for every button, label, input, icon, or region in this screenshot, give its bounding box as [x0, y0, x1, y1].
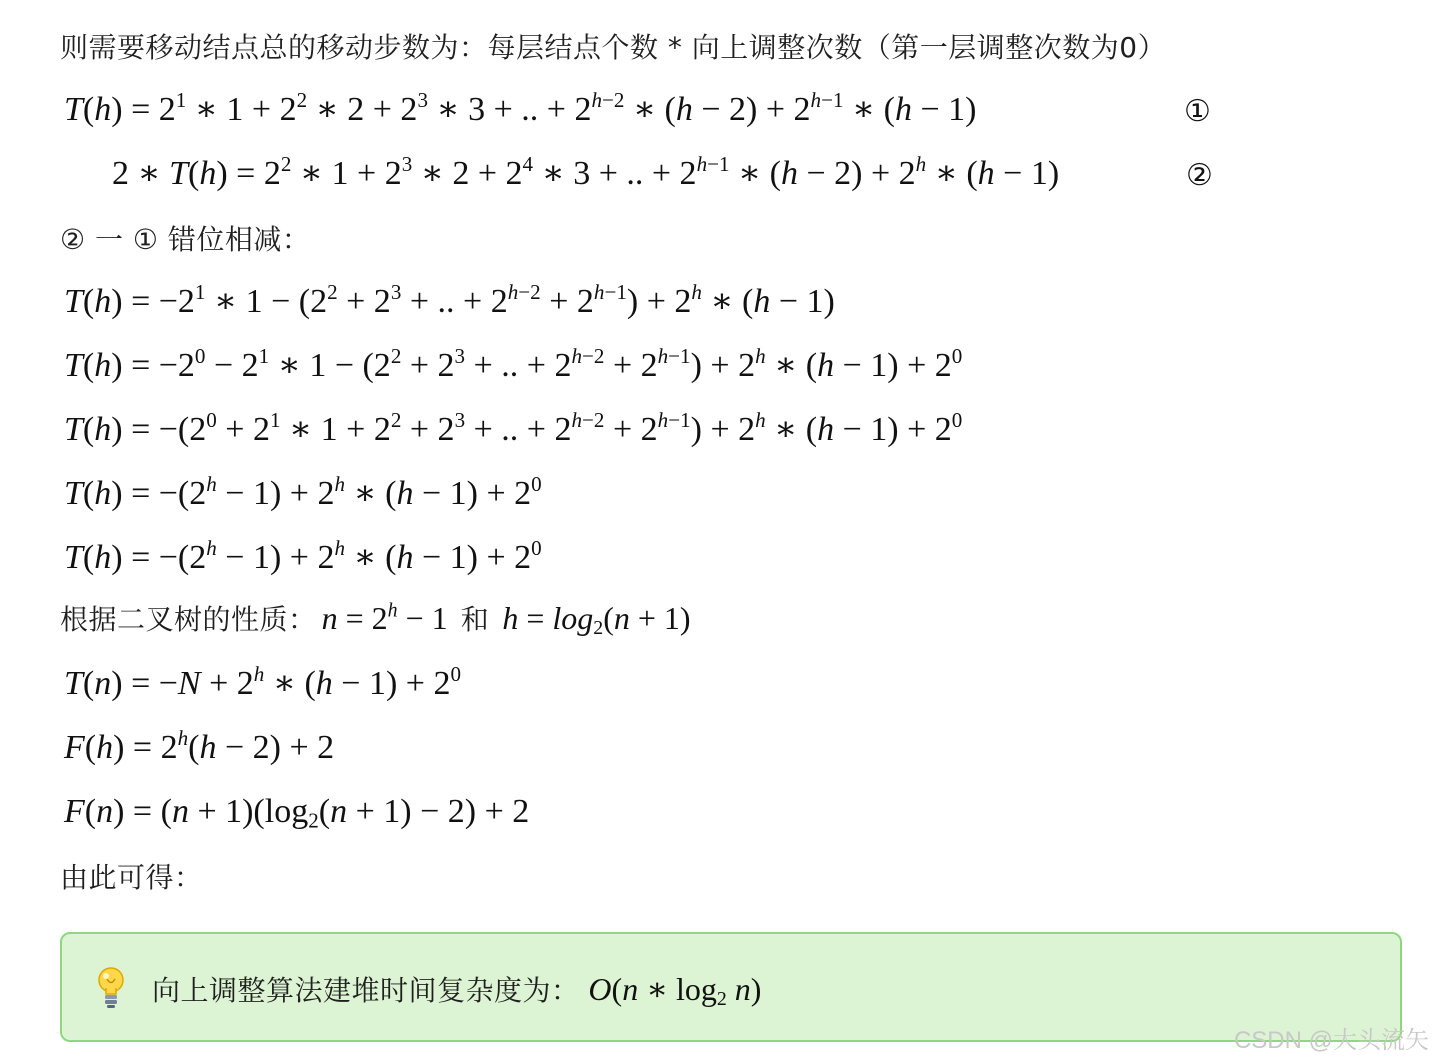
intro-text: 则需要移动结点总的移动步数为：每层结点个数 * 向上调整次数（第一层调整次数为0） [60, 31, 1167, 64]
equation-2: 2 ∗ $T(h) = 2^2$ ∗ $1 + 2^3$ ∗ $2 + 2^4$ ∗ 3 + .. + $2^{h-1}$ ∗ $(h - 2) + 2^h$ ∗ (h − 1) [112, 151, 1060, 192]
and-word: 和 [460, 603, 490, 636]
subtract-label: ② 一 ① 错位相减： [60, 223, 311, 256]
callout-text [152, 969, 761, 1011]
equation-fn: $F(n) = (n + 1)(\log_2(n + 1) - 2) + 2$ [64, 793, 530, 833]
equation-1-tag: ① [1184, 94, 1211, 129]
property-label: 根据二叉树的性质： [60, 603, 317, 636]
lightbulb-icon [96, 966, 126, 1010]
derivation-step-5: $T(h) = -(2^h - 1) + 2^h$ ∗ $(h - 1) + 2^0$ [64, 535, 542, 576]
equation-fh: $F(h) = 2^h(h - 2) + 2$ [64, 725, 335, 766]
equation-2-tag: ② [1186, 158, 1213, 193]
equation-tn: $T(n) = -N + 2^h$ ∗ $(h - 1) + 2^0$ [64, 661, 461, 702]
property-line [60, 600, 691, 640]
property-formula-h: $h = \log_2(n + 1)$ [502, 600, 691, 639]
complexity-callout [60, 932, 1402, 1042]
derivation-step-1: $T(h) = -2^1$ ∗ $1 - (2^2 + 2^3$ + .. + $2^{h-2} + 2^{h-1}) + 2^h$ ∗ (h − 1) [64, 279, 835, 320]
property-formula-n: $n = 2^h - 1$ [321, 599, 448, 636]
callout-formula: O(n ∗ $\log_2 n$) [588, 971, 762, 1010]
derivation-step-4: $T(h) = -(2^h - 1) + 2^h$ ∗ $(h - 1) + 2^0$ [64, 471, 542, 512]
equation-1: $T(h) = 2^1$ ∗ $1 + 2^2$ ∗ $2 + 2^3$ ∗ 3 + .. + $2^{h-2}$ ∗ $(h - 2) + 2^{h-1}$ ∗ (h − 1) [64, 87, 977, 128]
therefore-label: 由此可得： [60, 861, 203, 894]
derivation-step-3: $T(h) = -(2^0 + 2^1$ ∗ $1 + 2^2 + 2^3$ + .. + $2^{h-2} + 2^{h-1}) + 2^h$ ∗ $(h - 1) + 2^0$ [64, 407, 963, 448]
derivation-step-2: $T(h) = -2^0 - 2^1$ ∗ $1 - (2^2 + 2^3$ + .. + $2^{h-2} + 2^{h-1}) + 2^h$ ∗ $(h - 1) + 2^0$ [64, 343, 963, 384]
callout-label: 向上调整算法建堆时间复杂度为： [152, 974, 580, 1007]
watermark: CSDN @大头流矢 [1233, 1027, 1429, 1054]
